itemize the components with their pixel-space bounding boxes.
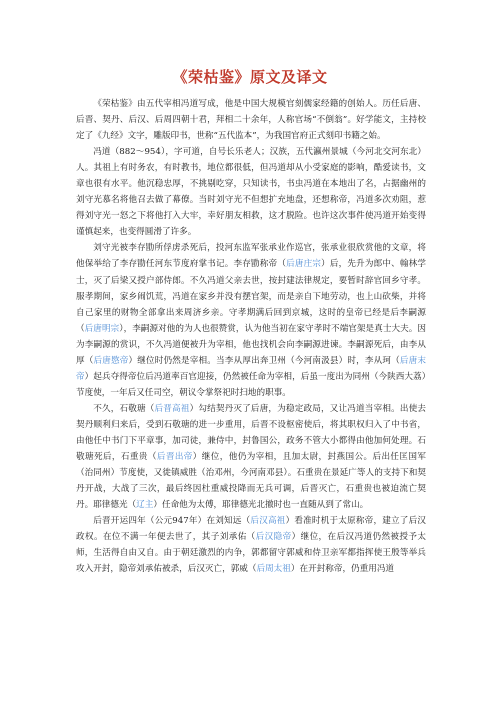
paragraph-text: ）在开封称帝，仍重用冯道: [290, 564, 395, 575]
highlighted-name: 后唐愍帝: [93, 355, 129, 366]
highlighted-name: 后唐庄宗: [286, 259, 322, 270]
highlighted-name: 后汉高祖: [250, 516, 286, 527]
paragraph-text: ）继位，在后汉冯道仍然被授予太师，生活得自由又自。由于朝廷激烈的内争，郭都留守郭威和侍卫亲军都指挥使王殷等举兵攻入开封，隐帝刘承佑被杀，后汉灭亡，郭威（: [76, 532, 426, 575]
highlighted-name: 后唐末帝: [76, 355, 426, 382]
paragraph-text: ）看准时机于太原称帝，建立了后汉政权。在位不满一年便去世了，其子刘承佑（: [76, 516, 426, 543]
highlighted-name: 后晋出帝: [156, 452, 193, 463]
paragraph-text: 冯道（882～954），字可道，自号长乐老人；汉族，五代瀛州景城（今河北交河东北）人。其祖上有时务农，有时教书，地位都很低，但冯道却从小受家庭的影响，酷爱读书，文章也很有水平。他沉稳忠厚，不挑剔吃穿，只知读书，书虫冯道在本地出了名，占据幽州的刘守光慕名将他召去做了幕僚。当时刘守光不但想扩充地盘，还想称帝，冯道多次劝阻，惹得刘守光一怒之下将他打入大牢，幸好朋友相救，这才脱险。也许这次事件使冯道开始变得谨慎起来，也变得圆滑了许多。: [76, 147, 426, 238]
paragraph-text: ）继位，他仍为宰相，且加太尉，封燕国公。后出任匡国军（治同州）节度使，又徙镇威胜（治邓州，今河南邓县）。石重贵在景延广等人的支持下和契丹开战，大战了三次，最后终因杜重威投降而无兵可调，后晋灭亡，石重贵也被迫流亡契丹。耶律德光（: [76, 452, 426, 511]
paragraph: [76, 96, 426, 144]
page-title: 《荣枯鉴》原文及译文: [172, 68, 328, 86]
paragraph: [76, 240, 426, 400]
highlighted-name: 后唐明宗: [84, 323, 120, 334]
highlighted-name: 后晋高祖: [154, 403, 190, 414]
paragraph-text: 刘守光被李存勖所俘虏杀死后，投河东监军张承业作巡官，张承业很欣赏他的文章，将他保举给了李存勖任河东节度府掌书记。李存勖称帝（: [76, 243, 426, 270]
paragraph-text: 后晋开运四年（公元947年）在刘知远（: [93, 516, 251, 527]
paragraph: [76, 513, 426, 577]
highlighted-name: 辽主: [136, 500, 154, 511]
paragraph-text: ）起兵夺得帝位后冯道率百官迎接，仍然被任命为宰相，后虽一度出为同州（今陕西大荔）节度使，一年后又任司空，朝议令掌祭祀时扫地的职事。: [76, 371, 426, 398]
paragraph-text: ）勾结契丹灭了后唐，为稳定政局，又让冯道当宰相。出使去契丹顺利归来后，受到石敬瑭的进一步重用，后晋不设枢密使后，将其职权归入了中书省，由他任中书门下平章事，加司徒，兼侍中，封鲁国公，政务不管大小都得由他加何处理。石敬瑭死后，石重贵（: [76, 403, 426, 463]
highlighted-name: 后汉隐帝: [255, 532, 292, 543]
paragraph-text: 不久，石敬瑭（: [93, 403, 155, 414]
paragraph-text: 《荣枯鉴》由五代宰相冯道写成，他是中国大规模官刻儒家经籍的创始人。历任后唐、后晋、契丹、后汉、后周四朝十君，拜相二十余年，人称官场“不倒翁”。好学能文，主持校定了《九经》文字，雕版印书，世称“五代监本”，为我国官府正式刻印书籍之始。: [76, 99, 426, 142]
paragraph: [76, 144, 426, 240]
article-body: [76, 96, 426, 577]
paragraph-text: ），李嗣源对他的为人也很赞赏，认为他当初在家守孝时不端官架是真士大夫。因为李嗣源的赏识，不久冯道便被升为宰相，他也找机会向李嗣源进谏。李嗣源死后，由李从厚（: [76, 323, 426, 366]
paragraph: [76, 401, 426, 513]
paragraph-text: ）后，先升为郎中、翰林学士，灭了后梁又授户部侍郎。不久冯道父亲去世，按封建法律规定，要暂时辞官回乡守孝。服孝期间，家乡闹饥荒，冯道在家乡并没有摆官架，而是亲自下地劳动，也上山砍柴，并将自己家里的财物全部拿出来周济乡亲。守孝期满后回到京城，这时的皇帝已经是后李嗣源（: [76, 259, 426, 334]
paragraph-text: ）任命他为太傅，耶律德光北撤时也一直随从到了常山。: [153, 500, 369, 511]
highlighted-name: 后周太祖: [256, 564, 291, 575]
paragraph-text: ）继位时仍然是宰相。当李从厚出奔卫州（今河南汲县）时，李从珂（: [128, 355, 400, 366]
